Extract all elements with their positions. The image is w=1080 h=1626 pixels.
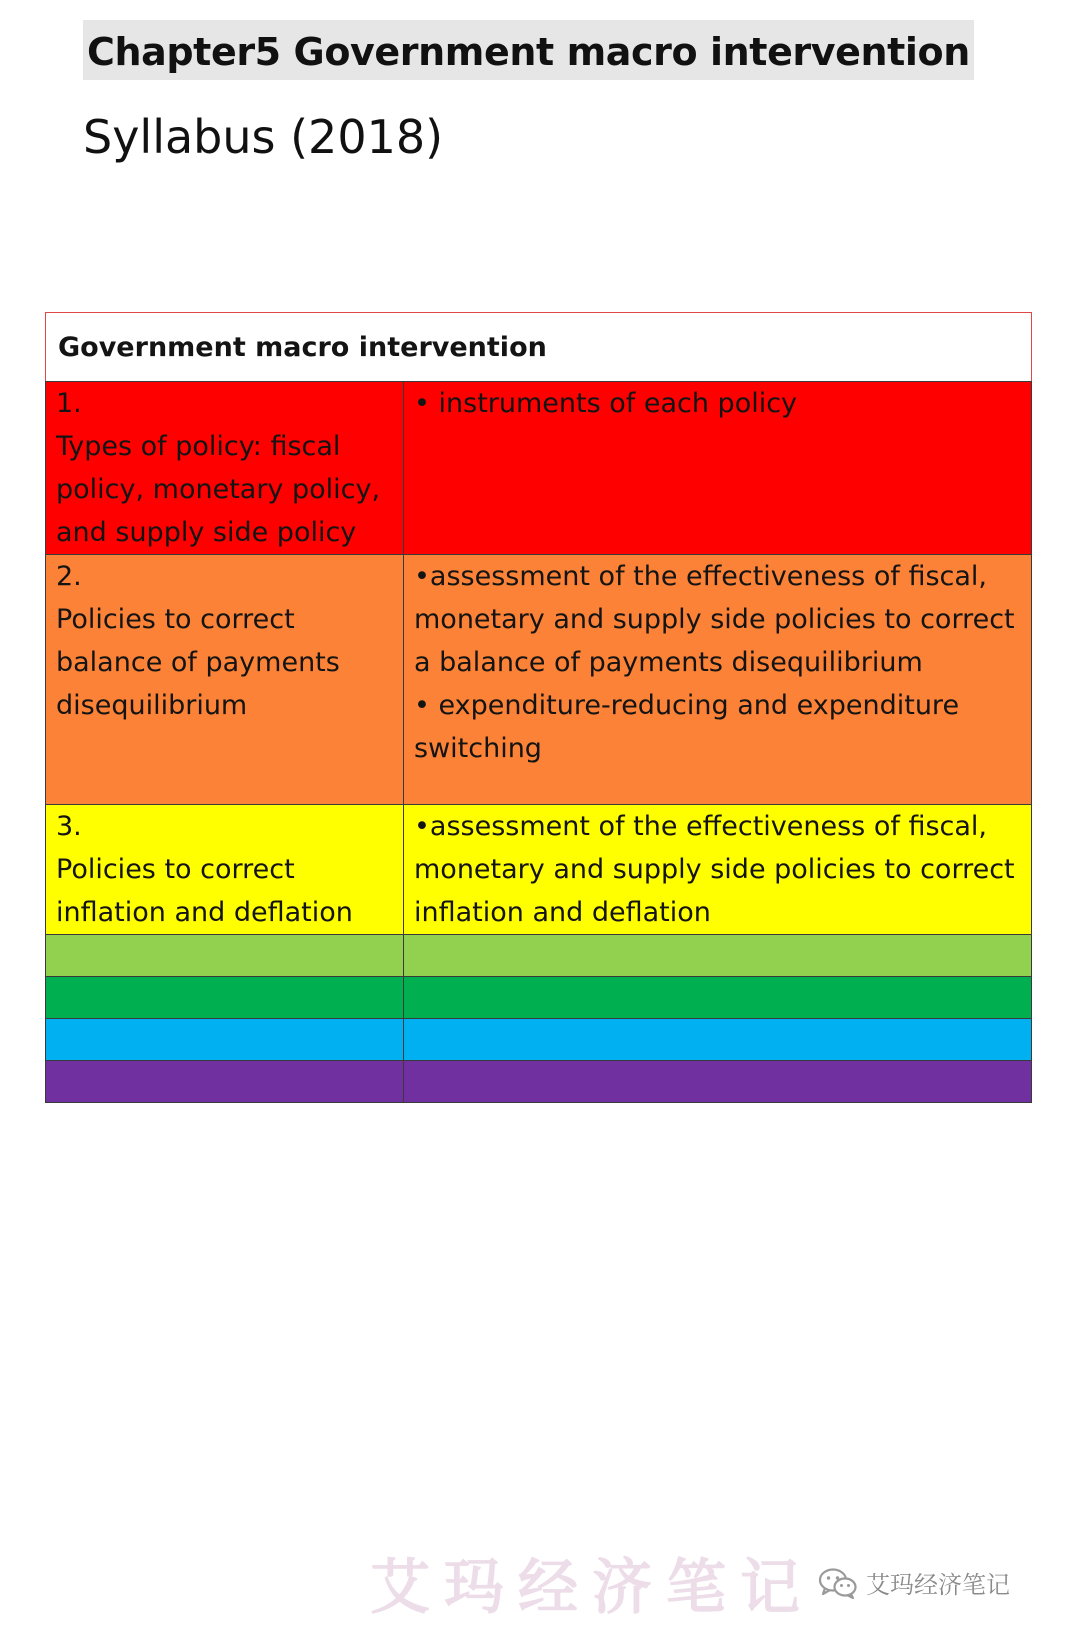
chapter-title: Chapter5 Government macro intervention bbox=[83, 20, 974, 80]
bullet-point: • instruments of each policy bbox=[414, 388, 798, 419]
filler-cell bbox=[404, 1061, 1032, 1103]
topic-cell bbox=[46, 555, 404, 805]
filler-row-green bbox=[46, 977, 1032, 1019]
filler-row-purple bbox=[46, 1061, 1032, 1103]
filler-cell bbox=[46, 935, 404, 977]
syllabus-heading: Syllabus (2018) bbox=[83, 110, 444, 164]
table-header-row bbox=[46, 313, 1032, 382]
filler-cell bbox=[404, 977, 1032, 1019]
topic-text: Types of policy: fiscal policy, monetary policy, and supply side policy bbox=[56, 431, 381, 548]
topic-cell bbox=[46, 382, 404, 555]
topic-cell bbox=[46, 805, 404, 935]
points-cell bbox=[404, 805, 1032, 935]
filler-row-green-light bbox=[46, 935, 1032, 977]
filler-cell bbox=[46, 977, 404, 1019]
syllabus-row-1 bbox=[46, 382, 1032, 555]
topic-text: Policies to correct inflation and deflation bbox=[56, 854, 353, 928]
filler-cell bbox=[404, 935, 1032, 977]
wechat-badge bbox=[818, 1565, 1010, 1600]
bullet-point: •assessment of the effectiveness of fiscal, monetary and supply side policies to correct inflation and deflation bbox=[414, 811, 1015, 928]
bullet-point: • expenditure-reducing and expenditure switching bbox=[414, 690, 960, 764]
wechat-icon bbox=[818, 1567, 858, 1599]
topic-text: Policies to correct balance of payments disequilibrium bbox=[56, 604, 340, 721]
table-header: Government macro intervention bbox=[46, 313, 1032, 382]
points-cell bbox=[404, 555, 1032, 805]
syllabus-table bbox=[45, 312, 1032, 1103]
filler-cell bbox=[46, 1061, 404, 1103]
bullet-point: •assessment of the effectiveness of fiscal, monetary and supply side policies to correct a balance of payments disequilibrium bbox=[414, 561, 1015, 678]
filler-cell bbox=[46, 1019, 404, 1061]
points-cell bbox=[404, 382, 1032, 555]
topic-number: 1. bbox=[56, 388, 82, 419]
filler-row-blue bbox=[46, 1019, 1032, 1061]
watermark: 艾玛经济笔记 bbox=[370, 1553, 814, 1623]
topic-number: 2. bbox=[56, 561, 82, 592]
topic-number: 3. bbox=[56, 811, 82, 842]
filler-cell bbox=[404, 1019, 1032, 1061]
syllabus-row-3 bbox=[46, 805, 1032, 935]
wechat-account-name: 艾玛经济笔记 bbox=[866, 1571, 1010, 1599]
syllabus-row-2 bbox=[46, 555, 1032, 805]
